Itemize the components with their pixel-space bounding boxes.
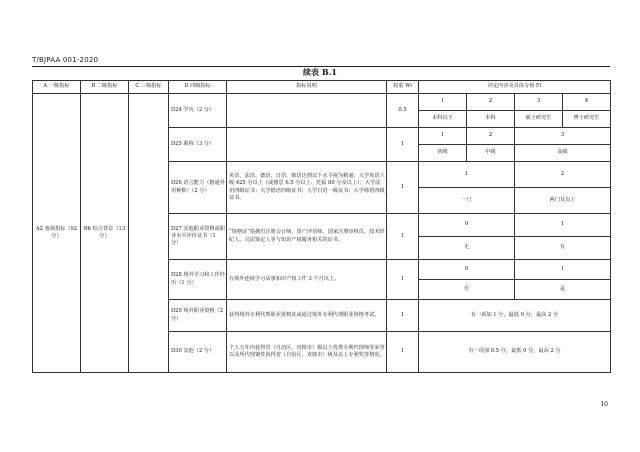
d24-desc xyxy=(227,94,387,128)
d25-name: D25 职称（3 分） xyxy=(169,128,227,162)
d29-desc: 获得境外专利代理职业资格证或通过境外专利代理职业资格考试。 xyxy=(227,300,387,332)
header-level1: A 一级指标 xyxy=(33,81,81,94)
score-label: 初级 xyxy=(419,145,467,162)
d27-desc: “资格证”指拥有注册会计师、资产评估师、国家注册审核员、技术经纪人、司法鉴定人等与知识产权服务相关的证书。 xyxy=(227,214,387,260)
indicator-table xyxy=(32,80,611,373)
header-row xyxy=(33,81,611,94)
score-label: 本科 xyxy=(467,111,515,128)
d29-score: 有一项加 1 分，最低 0 分，最高 2 分 xyxy=(419,300,611,332)
score-label: 博士研究生 xyxy=(563,111,611,128)
score-label: 中级 xyxy=(467,145,515,162)
d24-name: D24 学历（2 分） xyxy=(169,94,227,128)
score-cell: 2 xyxy=(467,128,515,145)
header-level2: B 二级指标 xyxy=(81,81,129,94)
d30-name: D30 其他（2 分） xyxy=(169,332,227,373)
header-description: 指标说明 xyxy=(227,81,387,94)
level2-cell: B6 综合背景（13 分） xyxy=(81,94,129,373)
d29-weight: 1 xyxy=(387,300,419,332)
score-cell: 0 xyxy=(419,214,515,237)
score-label: 硕士研究生 xyxy=(515,111,563,128)
header-level4: D 四级指标 xyxy=(169,81,227,94)
header-level3: C 三级指标 xyxy=(129,81,169,94)
d30-desc: 个人五年内获得省（自治区、直辖市）级以上优秀专利代理师等荣誉以及所代理案件获得省（自治区、直辖市）级及以上专利奖等情况。 xyxy=(227,332,387,373)
score-label: 两门及以上 xyxy=(515,188,611,214)
score-cell: 2 xyxy=(467,94,515,111)
table-caption: 续表 B.1 xyxy=(303,67,337,77)
d30-weight: 1 xyxy=(387,332,419,373)
score-cell: 1 xyxy=(419,162,515,188)
d24-weight: 0.5 xyxy=(387,94,419,128)
score-cell: 3 xyxy=(515,94,563,111)
level1-cell: A2 客观指标（92 分） xyxy=(33,94,81,373)
score-cell: 1 xyxy=(419,94,467,111)
score-label: 一门 xyxy=(419,188,515,214)
d25-desc xyxy=(227,128,387,162)
d26-desc: 英语、法语、德语、日语、韩语达到以下水平视为精通：大学英语六级 425 分以上（或雅思 6.5 分以上、托福 80 分及以上）；大学法语四级证书；大学德语四级证书；大学日语一级证书；大学韩语四级证书。 xyxy=(227,162,387,214)
page-number: 10 xyxy=(600,401,608,408)
d25-weight: 1 xyxy=(387,128,419,162)
d29-name: D29 境外职业资格（2 分） xyxy=(169,300,227,332)
score-label: 是 xyxy=(515,280,611,300)
d27-weight: 1 xyxy=(387,214,419,260)
score-label: 本科以下 xyxy=(419,111,467,128)
score-label: 高级 xyxy=(515,145,611,162)
score-label: 否 xyxy=(419,280,515,300)
d26-name: D26 语言能力（精通外语种数）（2 分） xyxy=(169,162,227,214)
score-label: 无 xyxy=(419,237,515,260)
d30-score: 有一项加 0.5 分，最低 0 分，最高 2 分 xyxy=(419,332,611,373)
score-cell: 0 xyxy=(419,260,515,280)
d27-name: D27 其他职业资格或职业水平评价证书（1 分） xyxy=(169,214,227,260)
d28-desc: 在境外连续学习从事知识产权工作 3 个月以上。 xyxy=(227,260,387,300)
score-cell: 2 xyxy=(515,162,611,188)
table-row xyxy=(33,94,611,111)
document-code: T/BJPAA 001-2020 xyxy=(32,56,99,64)
score-cell: 4 xyxy=(563,94,611,111)
header-weight: 权重 Wi xyxy=(387,81,419,94)
header-scoring: 评定内容及具体分值 Fi xyxy=(419,81,611,94)
score-cell: 1 xyxy=(515,260,611,280)
score-label: 有 xyxy=(515,237,611,260)
score-cell: 1 xyxy=(515,214,611,237)
score-cell: 1 xyxy=(419,128,467,145)
d26-weight: 1 xyxy=(387,162,419,214)
score-cell: 3 xyxy=(515,128,611,145)
d28-name: D28 境外学习和工作经历（1 分） xyxy=(169,260,227,300)
level3-cell xyxy=(129,94,169,373)
d28-weight: 1 xyxy=(387,260,419,300)
